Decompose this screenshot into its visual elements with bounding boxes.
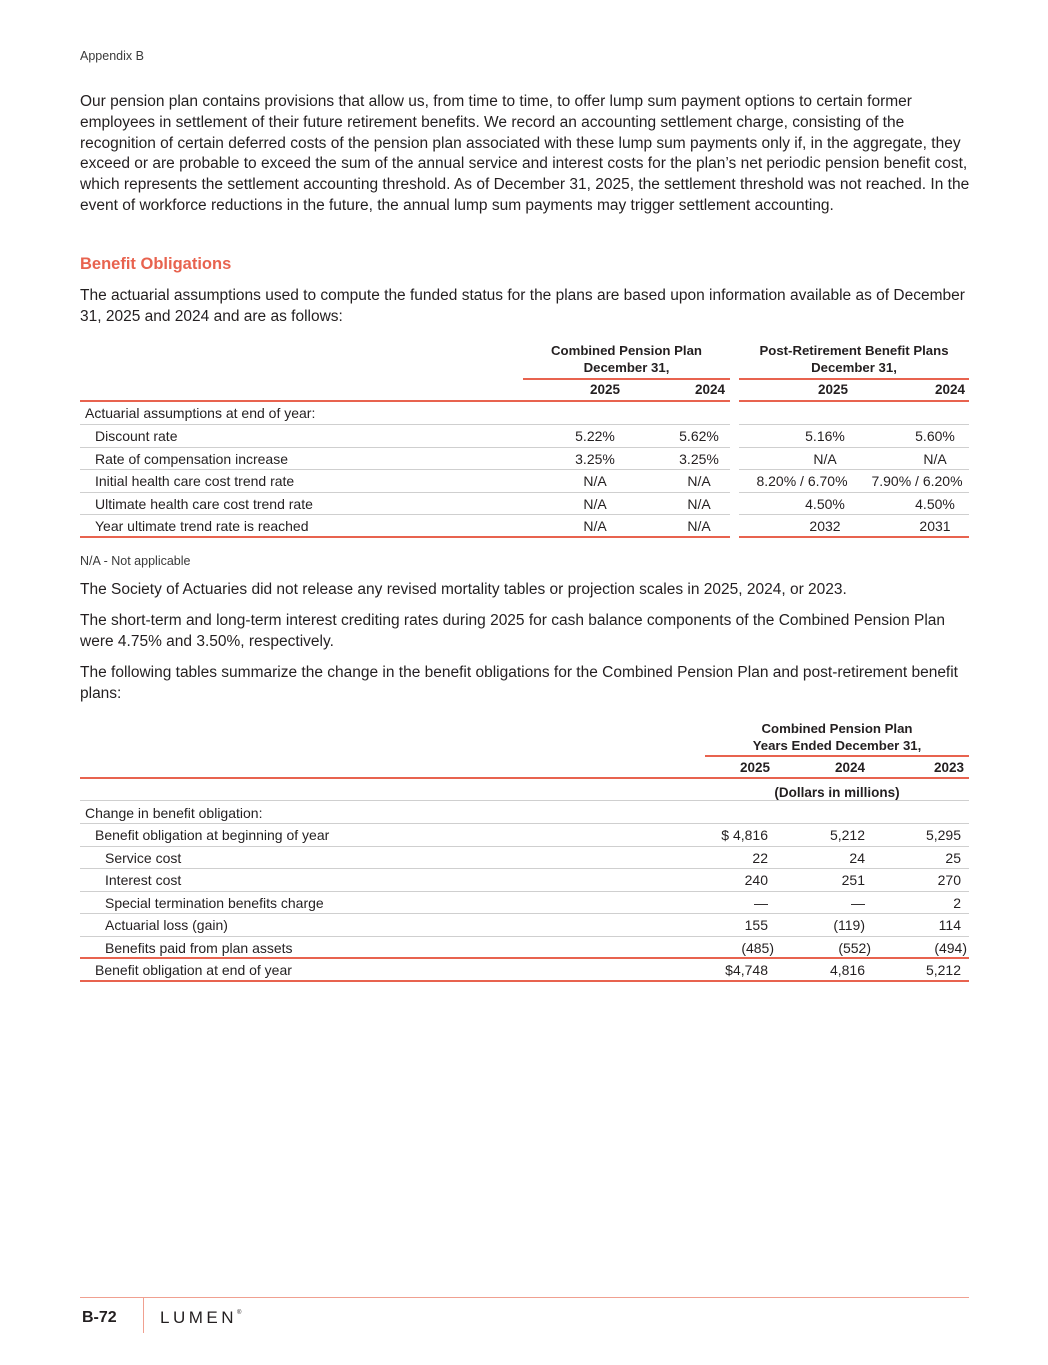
cell: N/A <box>687 473 711 489</box>
row-label: Year ultimate trend rate is reached <box>95 518 309 534</box>
row-label: Initial health care cost trend rate <box>95 473 295 489</box>
row-label: Actuarial loss (gain) <box>105 917 228 933</box>
cell: 7.90% / 6.20% <box>871 473 963 489</box>
cell: 4.50% <box>915 496 955 512</box>
cell: N/A <box>583 518 607 534</box>
footer-divider <box>143 1297 144 1333</box>
table-row <box>80 493 969 516</box>
group-subtitle: December 31, <box>811 360 897 375</box>
group-header-post-retirement <box>739 342 969 378</box>
year-header: 2025 <box>739 760 770 775</box>
cell: 5.16% <box>805 428 845 444</box>
cell: N/A <box>813 451 837 467</box>
footnote: N/A - Not applicable <box>80 554 191 568</box>
table-row <box>80 869 969 892</box>
cell: 270 <box>937 872 961 888</box>
group-title: Combined Pension Plan <box>551 343 702 358</box>
year-header: 2024 <box>834 760 865 775</box>
group-underline <box>523 378 730 380</box>
year-header: 2025 <box>817 382 848 397</box>
cell: $4,748 <box>725 962 768 978</box>
mortality-paragraph: The Society of Actuaries did not release any revised mortality tables or projection scales in 2025, 2024, or 2023. <box>80 581 847 598</box>
year-header: 2023 <box>933 760 964 775</box>
cell: N/A <box>687 496 711 512</box>
cell: (485) <box>741 940 774 956</box>
cell: (552) <box>838 940 871 956</box>
trademark-icon: ® <box>237 1310 242 1316</box>
cell: 2 <box>953 895 961 911</box>
table-row <box>80 448 969 471</box>
table-row <box>80 425 969 448</box>
cell: 8.20% / 6.70% <box>756 473 848 489</box>
cell: 24 <box>849 850 865 866</box>
cell: 5,212 <box>829 827 865 843</box>
bottom-rule <box>739 536 969 538</box>
group-underline <box>739 378 969 380</box>
header-rule <box>80 777 969 779</box>
row-label: Ultimate health care cost trend rate <box>95 496 313 512</box>
interest-paragraph: The short-term and long-term interest crediting rates during 2025 for cash balance components of the Combined Pension Plan were 4.75% and 3.50%, respectively. <box>80 612 946 650</box>
cell: 2032 <box>809 518 841 534</box>
year-header: 2025 <box>589 382 620 397</box>
cell: (119) <box>833 917 865 933</box>
cell: 3.25% <box>679 451 719 467</box>
assumptions-table <box>80 342 969 542</box>
cell: 4.50% <box>805 496 845 512</box>
cell: 114 <box>938 917 961 933</box>
cell: (494) <box>934 940 967 956</box>
cell: 155 <box>744 917 768 933</box>
cell: 240 <box>744 872 768 888</box>
table-row-section <box>80 802 969 825</box>
cell: 251 <box>841 872 865 888</box>
group-underline <box>705 755 969 757</box>
group-header-pension <box>705 720 969 754</box>
table-row <box>80 892 969 915</box>
intro-paragraph: Our pension plan contains provisions that allow us, from time to time, to offer lump sum payment options to certain former employees in settlement of their future retirement benefits. We record an accounting settlement charge, consisting of the recognition of certain deferred costs of the pension plan associated with these lump sum payments only if, in the aggregate, they exceed or are probable to exceed the sum of the annual service and interest costs for the plan’s net periodic pension benefit cost, which represents the settlement accounting threshold. As of December 31, 2025, the settlement threshold was not reached. In the event of workforce reductions in the future, the annual lump sum payments may trigger settlement accounting. <box>80 93 970 214</box>
cell: 5.22% <box>575 428 615 444</box>
cell: 4,816 <box>829 962 865 978</box>
group-title: Post-Retirement Benefit Plans <box>759 343 949 358</box>
table-row <box>80 914 969 937</box>
table-row-total <box>80 959 969 982</box>
cell: 22 <box>752 850 768 866</box>
cell: 3.25% <box>575 451 615 467</box>
cell: N/A <box>583 473 607 489</box>
group-subtitle: December 31, <box>583 360 670 375</box>
row-label: Benefits paid from plan assets <box>105 940 293 956</box>
section-heading: Benefit Obligations <box>80 255 232 273</box>
table-row <box>80 847 969 870</box>
row-label: Rate of compensation increase <box>95 451 288 467</box>
cell: N/A <box>583 496 607 512</box>
cell: 25 <box>945 850 961 866</box>
cell: 5.62% <box>679 428 719 444</box>
row-label: Discount rate <box>95 428 178 444</box>
table-row-section <box>80 402 969 425</box>
footer-rule <box>80 1297 969 1298</box>
cell: 5,295 <box>925 827 961 843</box>
brand-name: LUMEN <box>160 1308 238 1327</box>
row-label: Benefit obligation at beginning of year <box>95 827 330 843</box>
group-header-pension <box>523 342 730 378</box>
row-label: Change in benefit obligation: <box>85 805 263 821</box>
units-label: (Dollars in millions) <box>774 785 900 800</box>
page-number: B-72 <box>82 1309 117 1326</box>
cell: 5.60% <box>915 428 955 444</box>
lumen-logo <box>160 1308 241 1328</box>
row-label: Actuarial assumptions at end of year: <box>85 405 316 421</box>
obligation-table <box>80 720 969 985</box>
year-header: 2024 <box>694 382 725 397</box>
cell: N/A <box>923 451 947 467</box>
cell: 2031 <box>919 518 951 534</box>
group-title: Combined Pension Plan <box>761 721 913 736</box>
row-label: Interest cost <box>105 872 182 888</box>
row-label: Service cost <box>105 850 182 866</box>
table-row <box>80 470 969 493</box>
table-row <box>80 515 969 538</box>
table-row <box>80 824 969 847</box>
cell: — <box>754 895 768 911</box>
group-subtitle: Years Ended December 31, <box>752 738 922 753</box>
cell: 5,212 <box>925 962 961 978</box>
row-label: Benefit obligation at end of year <box>95 962 292 978</box>
summary-intro: The following tables summarize the change in the benefit obligations for the Combined Pension Plan and post-retirement benefit plans: <box>80 664 958 702</box>
section-header: Appendix B <box>80 49 144 63</box>
cell: $ 4,816 <box>721 827 768 843</box>
bottom-rule <box>80 980 969 982</box>
assumptions-intro: The actuarial assumptions used to compute the funded status for the plans are based upon information available as of December 31, 2025 and 2024 and are as follows: <box>80 287 965 325</box>
row-label: Special termination benefits charge <box>105 895 324 911</box>
bottom-rule <box>80 536 730 538</box>
cell: — <box>851 895 865 911</box>
cell: N/A <box>687 518 711 534</box>
year-header: 2024 <box>934 382 965 397</box>
